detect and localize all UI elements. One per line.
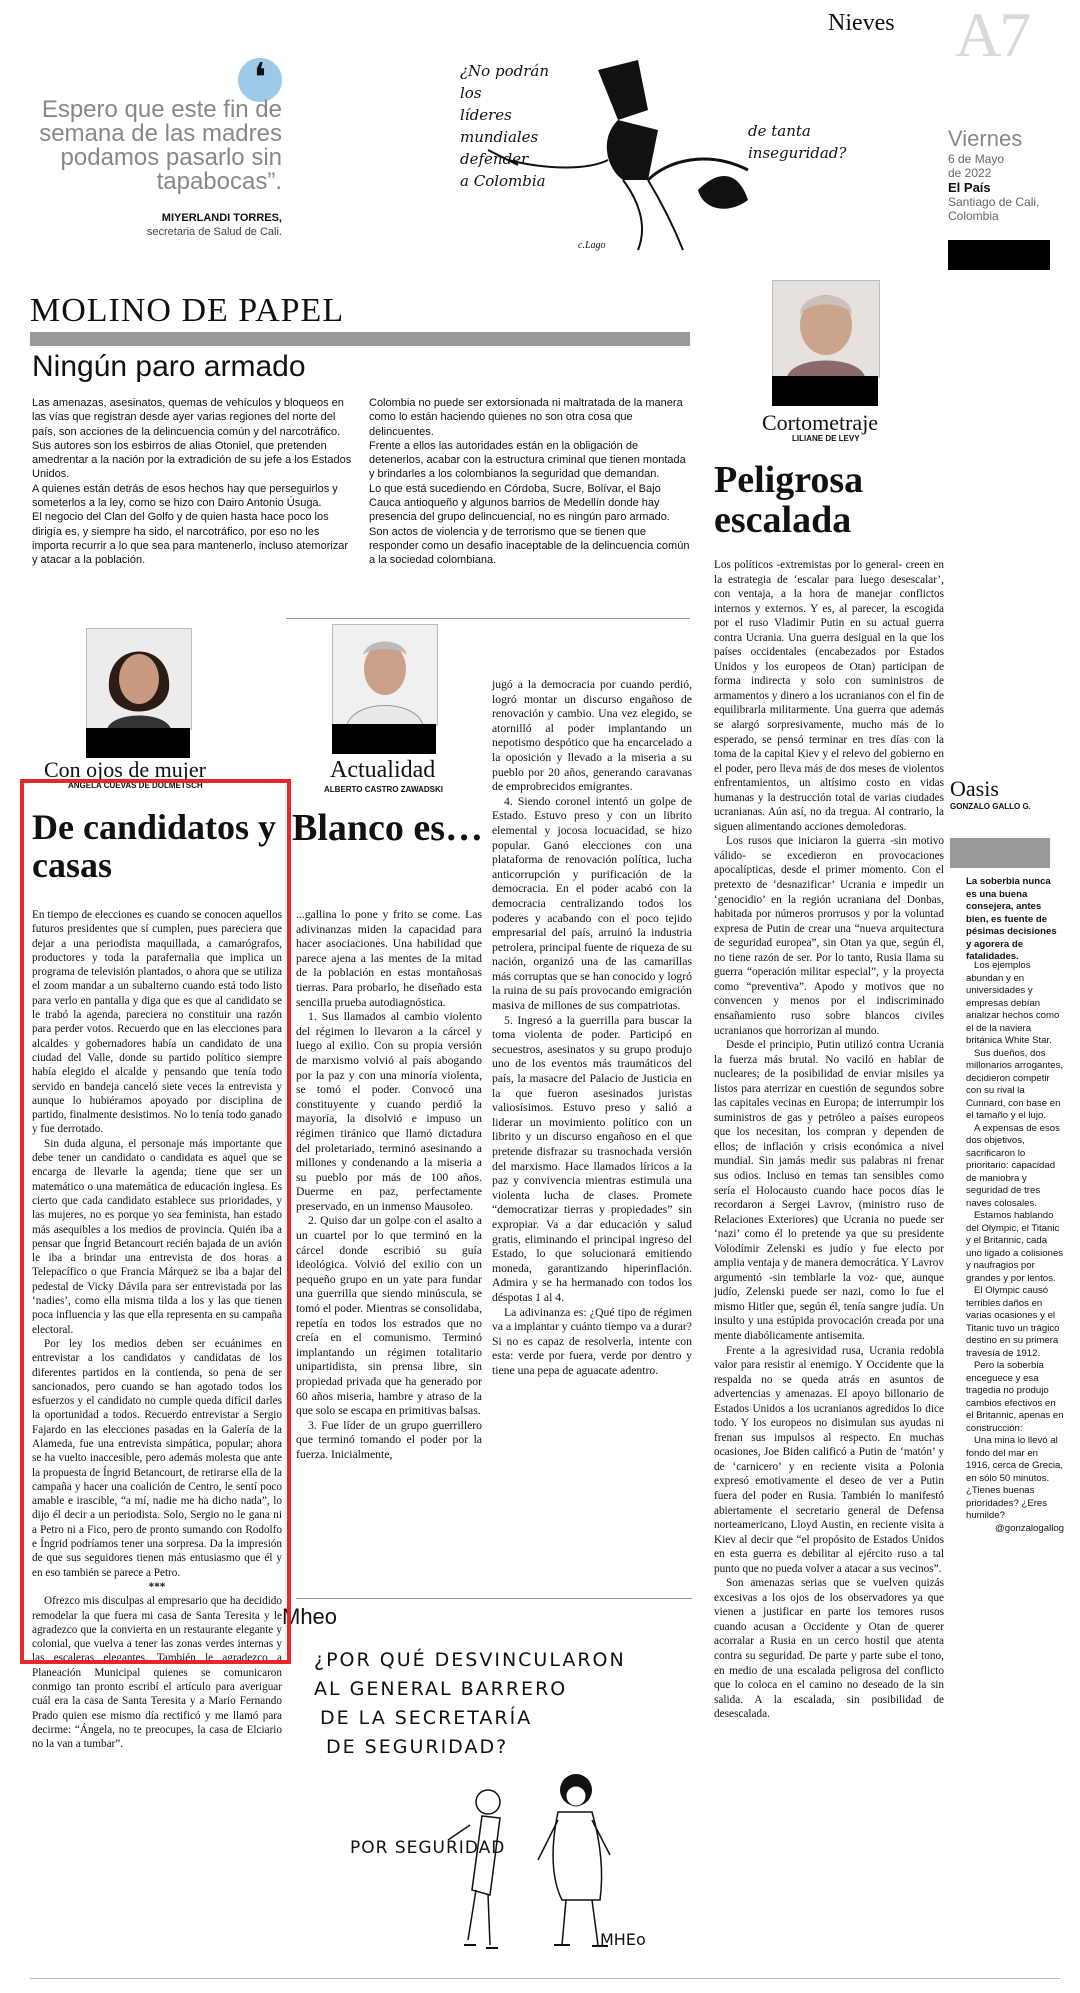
paragraph: Las amenazas, asesinatos, quemas de vehículos y bloqueos en las vías que registran desde ayer varias regiones del norte del país, son acciones de la delincuencia común y del narcotráfico.: [32, 397, 344, 438]
paragraph: Una mina lo llevó al fondo del mar en 1916, cerca de Grecia, en sólo 50 minutos. ¿Tienes buenas prioridades? ¿Eres humilde?: [966, 1435, 1064, 1521]
paragraph: 1. Sus llamados al cambio violento del régimen lo llevaron a la cárcel y luego al exilio. Con su propia versión de marxismo volvió al país abogando por la paz y con una minoría violenta, se tomó el poder. Convocó una constituyente y cuando perdió la mayoría, la disolvió e impuso un régimen tiránico que llamó dictadura del proletariado, terminó asesinando a millones y condenando a la miseria a su pueblo por más de 100 años. Duerme en paz, perfectamente preservado, en un inmenso Mausoleo.: [296, 1010, 482, 1213]
cartoon-text-left: [460, 60, 600, 192]
paragraph: El negocio del Clan del Golfo y de quien hasta hace poco los dirigía es, y siempre ha sido, el narcotráfico, por eso no les importa recurrir a lo que sea para mantenerlo, incluso atemorizar y atacar a la población.: [32, 511, 349, 567]
paragraph: jugó a la democracia por cuando perdió, logró montar un discurso engañoso de renovación y cambio. Una vez elegido, se atornilló al poder implantando un nepotismo despótico que ha encarcelado a la oposición y llevado a la miseria a su pueblo por 20 años, generando caravanas de emprobrecidos emigrantes.: [492, 678, 692, 794]
paragraph: El Olympic causó terribles daños en varias ocasiones y el Titanic tuvo un trágico destino en su primera travesía de 1912.: [966, 1285, 1060, 1359]
cartoon-line: mundiales: [460, 128, 539, 146]
paragraph: Sin duda alguna, el personaje más importante que debe tener un candidato o candidata es aquel que se encarga de llevarle la agenda; tiene que ser un matemático o una matemática de educación inglesa. Es cierto que cada candidato establece sus prioridades, y las mujeres, no es porque yo sea feminista, han estado más asequibles a los medios de provincia. Quién iba a pensar que Íngrid Betancourt recién bajada de un avión le iba a brindar una entrevista de dos horas a Telepacífico o que Francia Márquez se iba a bajar del pedestal de Vicky Dávila para ser entrevistada por las ‘nadies’, como ella misma tilda a los y las que tienen poca influencia y las que ella representa en su campaña electoral.: [32, 1137, 282, 1336]
quote-author: MIYERLANDI TORRES,: [161, 212, 282, 224]
author-photo-black-bar: [86, 728, 190, 758]
cartoon-line: a Colombia: [460, 172, 546, 190]
ojos-column-title: Con ojos de mujer: [44, 757, 206, 782]
cartoon-line: de tanta: [748, 122, 811, 140]
oasis-gray-bar: [950, 838, 1050, 868]
actualidad-col-1: [296, 908, 482, 1463]
corto-body: [714, 558, 944, 1722]
city-line-1: Santiago de Cali,: [948, 195, 1040, 209]
paragraph: Los ejemplos abundan y en universidades y empresas debían analizar hechos como el de la naviera británica White Star.: [966, 960, 1060, 1046]
paragraph: Sus dueños, dos millonarios arrogantes, decidieron competir con su rival la Cunnard, con base en el tamaño y el lujo.: [966, 1047, 1064, 1121]
oasis-body: [966, 960, 1064, 1535]
mheo-top-rule: [296, 1598, 692, 1599]
paragraph: A expensas de esos dos objetivos, sacrificaron lo prioritario: capacidad de maniobra y seguridad de tres naves colosales.: [966, 1122, 1060, 1209]
author-photo-castro: [332, 624, 438, 726]
editorial-cartoon: [448, 50, 858, 260]
author-photo-black-bar: [332, 724, 436, 754]
corto-author: LILIANE DE LEVY: [792, 434, 860, 443]
molino-bottom-rule: [286, 618, 690, 619]
date-block: [948, 126, 1068, 223]
mheo-speech-2: POR SEGURIDAD: [350, 1838, 506, 1858]
actualidad-col-2: [492, 678, 692, 1379]
mheo-figures-drawing: [300, 1640, 690, 1980]
mheo-signature: MHEo: [600, 1930, 646, 1949]
page-bottom-rule: [30, 1978, 1060, 1979]
cartoon-line: ¿No podrán: [460, 62, 549, 80]
section-name: Nieves: [828, 10, 895, 36]
paragraph: 5. Ingresó a la guerrilla para buscar la toma violenta de poder. Participó en secuestros, asesinatos y su grupo produjo uno de los eventos más traumáticos del país, la masacre del Palacio de Justicia en la que fueron asesinados juristas valiosísimos. Estuvo preso y salió a liderar un movimiento político con un librito y un discurso engañoso en el que pretende disfrazar su trasnochada versión del marxismo. Hace llamados líricos a la paz y convivencia mientras estimula una violenta lucha de clases. Promete “democratizar tierras y propiedades” sin expropiar. Va a dar educación y salud gratis, eliminando el principal ingreso del Estado, lo que solucionará emitiendo moneda, garantizando hiperinflación. Admira y se ha hermanado con todos los déspotas 1 al 4.: [492, 1013, 692, 1304]
speech-line: ¿POR QUÉ DESVINCULARON: [314, 1649, 626, 1671]
paragraph: Los rusos que iniciaron la guerra -sin motivo válido- se excedieron en provocaciones apocalípticas, desde el primer momento. Con el pretexto de ‘desnazificar’ Ucrania e impedir un ‘genocidio’ en la región ucraniana del Donbas, habitada por números prorrusos y por la voluntad expresa de Putin de crear una “nueva arquitectura de seguridad europea”, sin Otan ya que, según él, no tiene razón de ser. Por lo tanto, Rusia llama su guerra “operación militar especial”, y la proyecta como “preventiva”. Apodo y motivos que no convencen y menos por el indiscriminado ensañamiento ruso sobre blancos civiles ucranianos que horrorizan al mundo.: [714, 835, 944, 1037]
mheo-title: Mheo: [282, 1604, 338, 1629]
city-line-2: Colombia: [948, 209, 999, 223]
molino-column-title: MOLINO DE PAPEL: [30, 292, 345, 329]
cartoon-signature: c.Lago: [578, 240, 606, 251]
ojos-author: ÁNGELA CUEVAS DE DOLMETSCH: [68, 781, 203, 790]
quote-role: secretaria de Salud de Cali.: [146, 226, 282, 238]
actualidad-column-title: Actualidad: [330, 757, 436, 783]
date-line-1: 6 de Mayo: [948, 152, 1005, 166]
paragraph: Por ley los medios deben ser ecuánimes en entrevistar a los candidatos y candidatas de los diferentes partidos en la contienda, so pena de ser sancionados, pero cuando se han agotado todos los esfuerzos y el candidato no cumple queda difícil darles la oportunidad a todos. Recuerdo entrevistar a Sergio Fajardo en las elecciones pasadas en la Galería de la Alameda, fue una entrevista simpática, popular; ahora se ha vuelto inaccesible, pero además molesta que ante la propuesta de Íngrid Betancourt, de retirarse ella de la campaña y hacer una coalición de Centro, le sentí poco amable e irascible, “a mí, nadie me ha dicho nada”, lo dijo él decir a un periodista. Solo, Sergio no le gana ni a Petro ni a Fico, pero de pronto sumando con Rodolfo e Íngrid podríamos tener una sorpresa. Da la impresión de que sus seguidores tienen más entusiasmo que él y en eso también se parece a Petro.: [32, 1337, 282, 1579]
molino-col-2: [369, 396, 691, 568]
paragraph: Lo que está sucediendo en Córdoba, Sucre, Bolívar, el Bajo Cauca antioqueño y algunos barrios de Medellín donde hay presencia del grupo delincuencial, no es ningún paro armado.: [369, 482, 670, 524]
oasis-column-title: Oasis: [950, 776, 999, 801]
paper-name: El País: [948, 180, 991, 195]
weekday: Viernes: [948, 126, 1023, 151]
paragraph: A quienes están detrás de esos hechos hay que perseguirlos y someterlos a la ley, como se hizo con Dairo Antonio Úsuga.: [32, 482, 338, 510]
cartoon-line: los: [460, 84, 482, 102]
paragraph: Son actos de violencia y de terrorismo que se tienen que responder como un desafío inaceptable de la delincuencia común a la sociedad colombiana.: [369, 525, 690, 567]
twitter-handle: @gonzalogallog: [995, 1522, 1064, 1534]
paragraph: La adivinanza es: ¿Qué tipo de régimen va a implantar y cuánto tiempo va a durar? Si no es capaz de resolverla, intente con esta: verde por fuera, verde por dentro y tiene una pepa de aguacate adentro.: [492, 1305, 692, 1377]
page-number: A7: [955, 0, 1030, 70]
author-photo-black-bar: [772, 376, 878, 406]
date-black-bar: [948, 240, 1050, 270]
paragraph: Sus autores son los esbirros de alias Otoniel, que pretenden amedrentar a la nación por la extradición de su jefe a los Estados Unidos.: [32, 439, 352, 481]
quote-mark-icon: ❛: [253, 55, 267, 100]
author-photo-levy: [772, 280, 880, 378]
actualidad-author: ALBERTO CASTRO ZAWADSKI: [324, 785, 443, 794]
paragraph: 3. Fue líder de un grupo guerrillero que terminó tomando el poder por la fuerza. Inicialmente,: [296, 1418, 482, 1461]
cartoon-line: líderes: [460, 106, 512, 124]
paragraph: ...gallina lo pone y frito se come. Las adivinanzas miden la capacidad para hacer asociaciones. Una habilidad que parece ajena a las mentes de la mitad de la población en estas montañosas tierras. Para probarlo, he diseñado esta sencilla prueba autodiagnóstica.: [296, 908, 482, 1009]
ojos-body: [32, 908, 282, 1752]
ojos-headline: De candidatos y casas: [32, 807, 277, 885]
mheo-cartoon: [300, 1640, 690, 1980]
speech-line: DE SEGURIDAD?: [326, 1736, 509, 1758]
paragraph: Frente a ellos las autoridades están en la obligación de detenerlos, acabar con la estructura criminal que tienen montada y brindarles a los colombianos la seguridad que demandan.: [369, 439, 686, 481]
paragraph: 2. Quiso dar un golpe con el asalto a un cuartel por lo que terminó en la cárcel donde escribió su guía ideológica. Volvió del exilio con un pequeño grupo en un yate para fundar una guerrilla que siendo minúscula, se tomó el poder. Mientras se consolidaba, repetía en todos los estrados que no creía en el comunismo. Terminó implantando un régimen totalitario unipartidista, sin prensa libre, sin propiedad privada que ha generado por 60 años miseria, hambre y atraso de la que solo se escapa en primitivas balsas.: [296, 1214, 482, 1418]
paragraph: 4. Siendo coronel intentó un golpe de Estado. Estuvo preso y con un librito elemental y jocosa locuacidad, se hizo popular. Ganó elecciones con una plataforma de renovación política, lucha anticorrupción y purificación de la democracia. En el poder acabó con la democracia centralizando todos los poderes y acabando con el poco tejido empresarial del país, arruinó la industria petrolera, principal fuente de riqueza de su nación, organizó una de las camarillas más corruptas que se han conocido y logró la ruina de su país provocando emigración masiva de millones de sus compatriotas.: [492, 794, 692, 1013]
speech-line: DE LA SECRETARÍA: [320, 1707, 533, 1729]
paragraph: Colombia no puede ser extorsionada ni maltratada de la manera como lo están haciendo quienes no son otra cosa que delincuentes.: [369, 397, 683, 438]
paragraph: Pero la soberbia enceguece y esa tragedia no produjo cambios efectivos en el Britannic, apenas en construcción:: [966, 1360, 1064, 1434]
corto-column-title: Cortometraje: [762, 410, 879, 435]
oasis-lead: La soberbia nunca es una buena consejera, antes bien, es fuente de pésimas decisiones y agorera de fatalidades.: [966, 876, 1057, 962]
corto-headline: Peligrosa escalada: [714, 459, 864, 541]
quote-text: Espero que este fin de semana de las madres podamos pasarlo sin tapabocas”.: [39, 96, 282, 195]
separator: ***: [148, 1580, 166, 1593]
molino-col-1: [32, 396, 354, 568]
paragraph: Estamos hablando del Olympic, el Titanic y el Britannic, cada uno ligado a colisiones y naufragios por grandes y por lentos.: [966, 1210, 1064, 1284]
paragraph: Frente a la agresividad rusa, Ucrania redobla valor para resistir al enemigo. Y Occidente que la respalda no se queda atrás en asuntos de advertencias y amenazas. El apoyo billonario de Estados Unidos a los ucranianos agredidos lo dice todo. Y los europeos no disimulan sus ayudas ni frenan sus impulsos al respecto. En muchas ocasiones, Joe Biden calificó a Putin de ‘matón’ y de ‘carnicero’ y en reciente visita a Polonia expresó emotivamente el deseo de ver a Putin fuera del poder en Rusia. También lo manifestó abiertamente el secretario general de Defensa norteamericano, Lloyd Austin, en reciente visita a Kiev al decir que “el propósito de Estados Unidos en esta guerra es debilitar al ejército ruso a tal punto que no pueda volver a atacar a sus vecinos”.: [714, 1344, 944, 1575]
paragraph: Desde el principio, Putin utilizó contra Ucrania la fuerza más brutal. No vaciló en hablar de nucleares; de la posibilidad de enviar misiles ya listos para aterrizar en cuestión de segundos sobre las capitales vecinas en Europa; de interrumpir los suministros de gas y petróleo a países europeos que los necesitan, los compran y dependen de ellos; de inflación y crisis económica a nivel mundial. Sin jamás medir sus palabras ni frenar sus odios. Incluso en temas tan sensibles como sería el Holocausto cuando hace pocos días le recordaron a Sergei Lavrov, (ministro ruso de Relaciones Exteriores) que Ucrania no puede ser ‘nazi’ como él lo pretende ya que su presidente Volodímir Zelenski es judío y fue electo por amplia ventaja y de manera democrática. Y Lavrov argumentó -sin temblarle la voz- que, aunque judío, Zelenski puede ser nazi, como lo fue el mismo Hitler que, según él, tenía sangre judía. Un insulto y una estúpida provocación creada por una mente diabólicamente antisemita.: [714, 1039, 944, 1342]
paragraph: En tiempo de elecciones es cuando se conocen aquellos futuros presidentes que sí cumplen, pues pareciera que dejar a una periodista maquillada, a camarógrafos, productores y toda la parafernalia que implica un programa de televisión plantados, o ahora que se utiliza el zoom mandar a un subalterno cuando está todo listo para verlo en pantalla y diga que es que al candidato se le trabó la agenda, pareciera no constituir una razón para perder votos. Recuerdo que en las elecciones para alcaldes y gobernadores había un candidato de una ciudad del Valle, donde su partido político siempre había elegido el alcalde y pensando que tenía todo servido en bandeja canceló siete veces la entrevista y aunque lo hubiéramos apoyado por disciplina de partido, finalmente desistimos. No lo tenía todo ganado y fue derrotado.: [32, 909, 282, 1136]
oasis-author: GONZALO GALLO G.: [950, 802, 1031, 811]
paragraph: Son amenazas serias que se vuelven quizás excesivas a los ojos de los observadores ya que vienen a justificar en parte los temores rusos cuando acusan a Occidente y Otan de querer acorralar a Rusia en un cerco hostil que atenta contra su seguridad. De parte y parte sube el tono, en medio de una escalada peligrosa del conflicto que lo coloca en el camino no deseado de la sin salida. A la escalada, sin posibilidad de desescalada.: [714, 1577, 944, 1721]
cartoon-line: defender: [460, 150, 529, 168]
actualidad-headline: Blanco es…: [292, 807, 484, 849]
cartoon-line: inseguridad?: [748, 144, 847, 162]
paragraph: Los políticos -extremistas por lo general- creen en la estrategia de ‘escalar para luego desescalar’, con ventaja, a la hora de manejar conflictos internos y externos. Y es, al parecer, la escogida por el ruso Vladimir Putin en su actual guerra contra Ucrania. Una guerra desigual en la que los países occidentales (encabezados por Estados Unidos y los europeos de Otan) participan de forma indirecta y solo con suministros de armamentos y dinero a los ucranianos con el fin de equilibrarla militarmente. Una guerra que además se alargó sorpresivamente, mucho más de lo esperado, se pensó terminar en tres días con la toma de la capital Kiev y el relevo del gobierno en el poder, pero lleva más de dos meses de violentos enfrentamientos, un altísimo costo en vidas humanas y la destrucción total de varias ciudades ucranianas. Aún así, no da tregua. Al contrario, la siguen alimentando acciones demoledoras.: [714, 559, 944, 833]
paragraph: Ofrezco mis disculpas al empresario que ha decidido remodelar la que fuera mi casa de Santa Teresita y le agradezco que la convierta en un restaurante elegante y colonial, que vuelva a tener las zonas verdes internas y las escaleras elegantes. También le agradezco a Planeación Municipal quienes se comunicaron conmigo tan pronto escribí el artículo para averiguar cuál era la casa de Santa Teresita y a Mario Fernando Prado quien ese mismo día rectificó y me llamó para decirme: “Ángela, no te preocupes, la casa de Elciario no la van a tumbar”.: [32, 1595, 282, 1751]
speech-line: AL GENERAL BARRERO: [314, 1678, 568, 1700]
molino-gray-rule: [30, 332, 690, 346]
date-line-2: de 2022: [948, 166, 992, 180]
author-photo-cuevas: [86, 628, 192, 730]
molino-headline: Ningún paro armado: [32, 350, 306, 383]
cartoon-text-right: [748, 120, 858, 164]
